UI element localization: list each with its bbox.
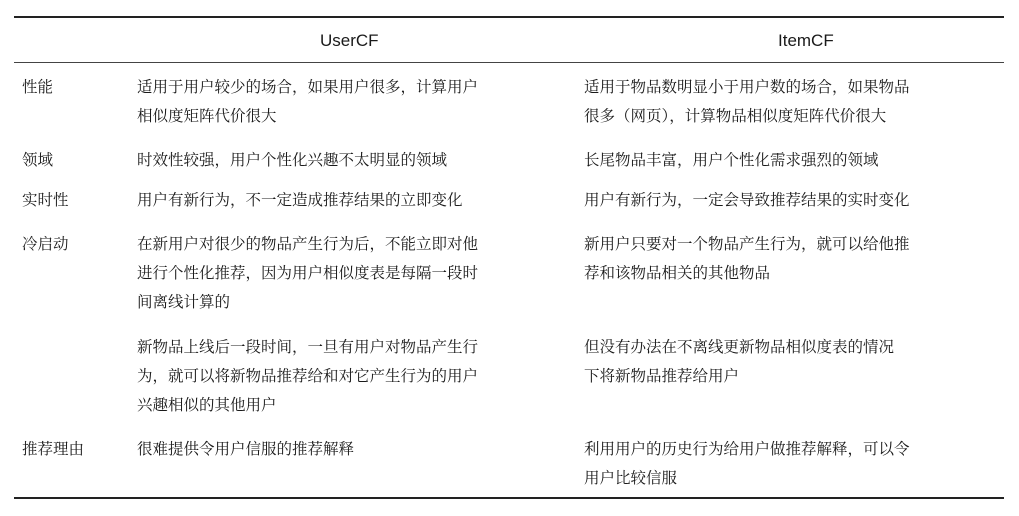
- usercf-cell: [137, 333, 478, 420]
- usercf-cell-line: 适用于用户较少的场合，如果用户很多，计算用户: [137, 78, 479, 96]
- usercf-cell-line: 时效性较强，用户个性化兴趣不太明显的领域: [137, 151, 448, 169]
- itemcf-cell: [584, 435, 910, 493]
- usercf-cell-line: 间离线计算的: [137, 293, 231, 311]
- table-bottom-rule: [14, 497, 1004, 499]
- itemcf-cell-line: 适用于物品数明显小于用户数的场合，如果物品: [584, 78, 910, 96]
- itemcf-cell-line: 利用用户的历史行为给用户做推荐解释，可以令: [584, 440, 910, 458]
- row-category: 性能: [22, 78, 54, 96]
- itemcf-cell-line: 新用户只要对一个物品产生行为，就可以给他推: [584, 235, 910, 253]
- usercf-cell-line: 相似度矩阵代价很大: [137, 107, 277, 125]
- header-itemcf: ItemCF: [778, 31, 834, 50]
- row-category: 推荐理由: [22, 440, 85, 458]
- itemcf-cell: [584, 186, 910, 215]
- itemcf-cell: [584, 333, 894, 391]
- itemcf-cell-line: 下将新物品推荐给用户: [584, 367, 740, 385]
- usercf-cell-line: 进行个性化推荐，因为用户相似度表是每隔一段时: [137, 264, 479, 282]
- itemcf-cell: [584, 146, 879, 175]
- row-category: 实时性: [22, 191, 69, 209]
- row-category: 冷启动: [22, 235, 69, 253]
- usercf-cell-line: 很难提供令用户信服的推荐解释: [137, 440, 355, 458]
- comparison-table: [14, 16, 1004, 63]
- usercf-cell-line: 新物品上线后一段时间，一旦有用户对物品产生行: [137, 338, 479, 356]
- usercf-cell: [137, 435, 354, 464]
- header-usercf: UserCF: [320, 31, 379, 50]
- usercf-cell: [137, 230, 478, 317]
- usercf-cell-line: 用户有新行为，不一定造成推荐结果的立即变化: [137, 191, 463, 209]
- usercf-cell-line: 在新用户对很少的物品产生行为后，不能立即对他: [137, 235, 479, 253]
- usercf-cell: [137, 146, 447, 175]
- usercf-cell-line: 兴趣相似的其他用户: [137, 396, 277, 414]
- itemcf-cell-line: 用户有新行为，一定会导致推荐结果的实时变化: [584, 191, 910, 209]
- table-header-rule: [14, 62, 1004, 63]
- itemcf-cell: [584, 73, 910, 131]
- itemcf-cell-line: 荐和该物品相关的其他物品: [584, 264, 771, 282]
- itemcf-cell-line: 用户比较信服: [584, 469, 678, 487]
- usercf-cell: [137, 186, 463, 215]
- row-category: 领域: [22, 151, 54, 169]
- usercf-cell-line: 为，就可以将新物品推荐给和对它产生行为的用户: [137, 367, 479, 385]
- usercf-cell: [137, 73, 478, 131]
- table-header: [14, 18, 1004, 62]
- itemcf-cell-line: 很多（网页），计算物品相似度矩阵代价很大: [584, 107, 887, 125]
- itemcf-cell: [584, 230, 910, 288]
- itemcf-cell-line: 长尾物品丰富，用户个性化需求强烈的领域: [584, 151, 879, 169]
- itemcf-cell-line: 但没有办法在不离线更新物品相似度表的情况: [584, 338, 895, 356]
